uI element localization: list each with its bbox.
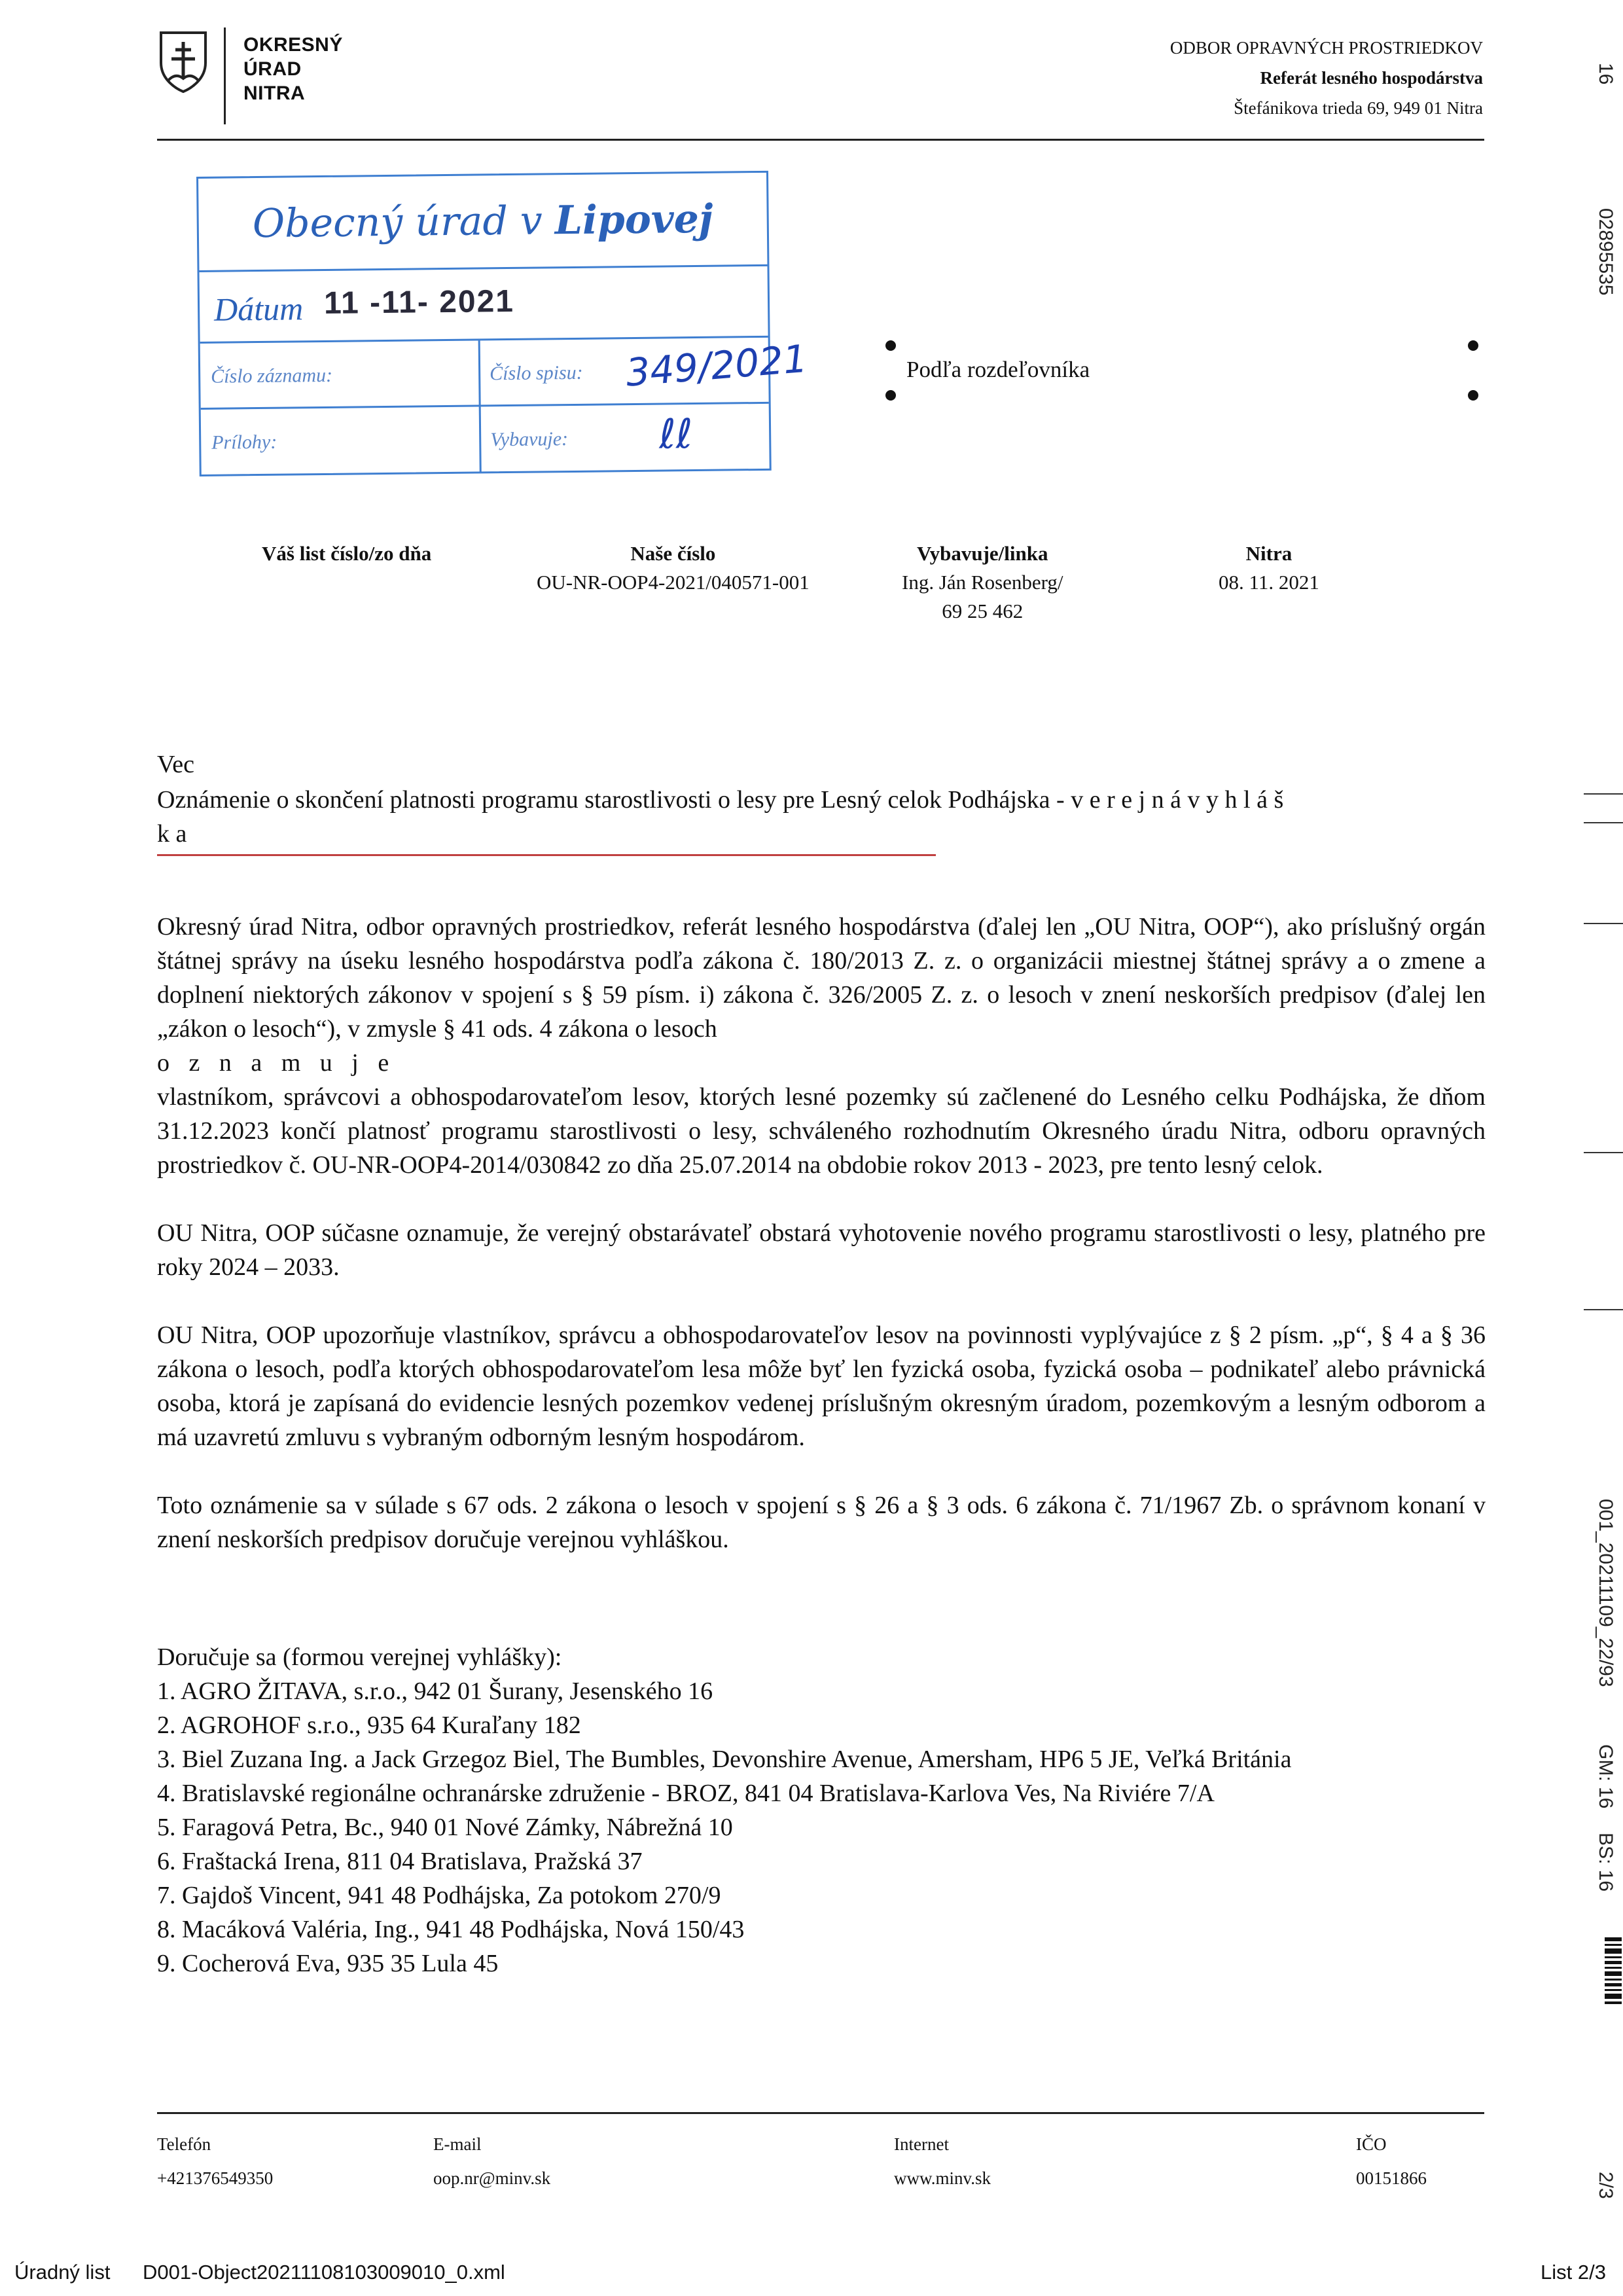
list-item: 6. Fraštacká Irena, 811 04 Bratislava, Pražská 37 [157, 1848, 643, 1875]
ref-contact-name: Ing. Ján Rosenberg/ [902, 571, 1063, 594]
handled-by-label: Vybavuje: [490, 428, 569, 451]
file-number-handwritten: 349/2021 [624, 336, 810, 395]
footer-rule [157, 2112, 1484, 2114]
stamp-date-label: Dátum [213, 290, 304, 328]
list-item: 3. Biel Zuzana Ing. a Jack Grzegoz Biel, The Bumbles, Devonshire Avenue, Amersham, HP6 5 JE, Veľká Británia [157, 1746, 1292, 1773]
stamp-date-row [200, 266, 768, 344]
registry-stamp [196, 171, 810, 476]
footer-email [433, 2127, 550, 2195]
margin-gm: GM: 16 [1595, 1744, 1616, 1809]
ref-date [1219, 539, 1319, 597]
recipient-heading: Doručuje sa (formou verejnej vyhlášky): [157, 1643, 562, 1671]
margin-sheet: 2/3 [1595, 2172, 1616, 2199]
unit-name: Referát lesného hospodárstva [1260, 68, 1483, 88]
slovak-coat-of-arms-icon [157, 29, 209, 94]
envelope-mark-icon [1468, 340, 1478, 351]
footer-phone-value: +421376549350 [157, 2168, 274, 2188]
ref-our-number-value: OU-NR-OOP4-2021/040571-001 [537, 571, 810, 594]
record-number-label: Číslo záznamu: [211, 364, 333, 387]
ref-contact-label: Vybavuje/linka [917, 542, 1048, 565]
header-rule [157, 139, 1484, 141]
stamp-date-value: 11 -11- 2021 [323, 283, 515, 321]
list-item: 8. Macáková Valéria, Ing., 941 48 Podhájska, Nová 150/43 [157, 1916, 745, 1943]
subject-underline [157, 854, 936, 856]
footer-ico-value: 00151866 [1356, 2168, 1427, 2188]
ref-your-letter-label: Váš list číslo/zo dňa [262, 542, 432, 565]
office-line: NITRA [243, 82, 306, 104]
barcode-icon [1605, 1937, 1622, 2007]
margin-batch: 001_20211109_22/93 [1595, 1499, 1616, 1687]
department-block [1170, 33, 1483, 123]
attachments-label: Prílohy: [211, 431, 277, 454]
list-item: 2. AGROHOF s.r.o., 935 64 Kuraľany 182 [157, 1712, 581, 1739]
handled-by-initials: ℓℓ [658, 410, 693, 458]
ref-place-label: Nitra [1245, 542, 1293, 565]
office-line: ÚRAD [243, 58, 302, 80]
margin-page-number: 16 [1595, 63, 1616, 85]
body-paragraph-4: OU Nitra, OOP upozorňuje vlastníkov, správcu a obhospodarovateľov lesov na povinnosti vyplývajúce z § 2 písm. „p“, § 4 a § 36 zákona o lesoch, podľa ktorých obhospodarovateľom lesa môže byť len fyzická osoba, fyzická osoba – podnikateľ alebo právnická osoba, ktorá je zapísaná do evidencie lesných pozemkov vedenej príslušným okresným úradom, pozemkovým a lesným odborom a má uzavretú zmluvu s vybraným odborným lesným hospodárom. [157, 1321, 1486, 1451]
margin-tick [1584, 1309, 1623, 1310]
office-name [243, 33, 343, 105]
addressee: Podľa rozdeľovníka [906, 357, 1090, 382]
stamp-title-place: Lipovej [554, 196, 713, 244]
ref-contact-phone: 69 25 462 [942, 600, 1024, 622]
body-paragraph-3: OU Nitra, OOP súčasne oznamuje, že verejný obstarávateľ obstará vyhotovenie nového programu starostlivosti o lesy, platného pre roky 2024 – 2033. [157, 1219, 1486, 1281]
margin-tick [1584, 822, 1623, 823]
subject [157, 783, 1486, 851]
footer-web-value[interactable]: www.minv.sk [894, 2168, 991, 2188]
body-paragraph-5: Toto oznámenie sa v súlade s 67 ods. 2 zákona o lesoch v spojení s § 26 a § 3 ods. 6 zákona č. 71/1967 Zb. o správnom konaní v znení neskorších predpisov doručuje verejnou vyhláškou. [157, 1492, 1486, 1553]
margin-tick [1584, 1152, 1623, 1153]
ref-contact [902, 539, 1063, 626]
header-divider [224, 27, 226, 124]
margin-tick [1584, 793, 1623, 795]
file-number-label: Číslo spisu: [490, 361, 583, 385]
footer-email-value[interactable]: oop.nr@minv.sk [433, 2168, 551, 2188]
recipient-list [157, 1640, 1291, 1981]
list-item: 4. Bratislavské regionálne ochranárske združenie - BROZ, 841 04 Bratislava-Karlova Ves, Na Riviére 7/A [157, 1780, 1215, 1807]
stamp-title [198, 173, 767, 272]
status-doc-type: Úradný list [14, 2261, 111, 2284]
body-paragraph-2: vlastníkom, správcovi a obhospodarovateľom lesov, ktorých lesné pozemky sú začlenené do Lesného celku Podhájska, že dňom 31.12.2023 končí platnosť programu starostlivosti o lesy, schváleného rozhodnutím Okresného úradu Nitra, odboru opravných prostriedkov č. OU-NR-OOP4-2014/030842 zo dňa 25.07.2014 na obdobie rokov 2013 - 2023, pre tento lesný celok. [157, 1083, 1486, 1179]
footer-email-label: E-mail [433, 2134, 482, 2154]
margin-serial: 02895535 [1595, 208, 1616, 296]
list-item: 9. Cocherová Eva, 935 35 Lula 45 [157, 1950, 499, 1977]
subject-text-continued: k a [157, 820, 187, 848]
ref-date-value: 08. 11. 2021 [1219, 571, 1319, 594]
body-paragraph-1: Okresný úrad Nitra, odbor opravných prostriedkov, referát lesného hospodárstva (ďalej len „OU Nitra, OOP“), ako príslušný orgán štátnej správy na úseku lesného hospodárstva podľa zákona č. 180/2013 Z. z. o organizácii miestnej štátnej správy a o zmene a doplnení niektorých zákonov v spojení s § 59 písm. i) zákona č. 326/2005 Z. z. o lesoch v znení neskorších predpisov (ďalej len „zákon o lesoch“), v zmysle § 41 ods. 4 zákona o lesoch [157, 913, 1486, 1043]
ref-your-letter [262, 539, 431, 568]
department-name: ODBOR OPRAVNÝCH PROSTRIEDKOV [1169, 38, 1483, 58]
footer-ico-label: IČO [1356, 2134, 1387, 2154]
envelope-mark-icon [885, 390, 896, 401]
footer-ico [1356, 2127, 1427, 2195]
footer-phone [157, 2127, 273, 2195]
stamp-title-prefix: Obecný úrad v [252, 198, 543, 247]
margin-tick [1584, 923, 1623, 924]
announce-word: o z n a m u j e [157, 1049, 396, 1077]
footer-web [894, 2127, 991, 2195]
list-item: 1. AGRO ŽITAVA, s.r.o., 942 01 Šurany, Jesenského 16 [157, 1677, 713, 1705]
ref-our-number [537, 539, 810, 597]
office-line: OKRESNÝ [243, 34, 343, 56]
envelope-mark-icon [1468, 390, 1478, 401]
office-address: Štefánikova trieda 69, 949 01 Nitra [1234, 98, 1483, 118]
footer-phone-label: Telefón [157, 2134, 211, 2154]
footer-web-label: Internet [894, 2134, 949, 2154]
status-page-indicator: List 2/3 [1541, 2261, 1606, 2284]
stamp-row-handling [201, 404, 770, 474]
ref-our-number-label: Naše číslo [630, 542, 716, 565]
subject-label: Vec [157, 751, 194, 778]
margin-bs: BS: 16 [1595, 1833, 1616, 1892]
stamp-row-numbers [200, 336, 810, 410]
list-item: 7. Gajdoš Vincent, 941 48 Podhájska, Za potokom 270/9 [157, 1882, 721, 1909]
list-item: 5. Faragová Petra, Bc., 940 01 Nové Zámky, Nábrežná 10 [157, 1814, 733, 1841]
subject-text: Oznámenie o skončení platnosti programu starostlivosti o lesy pre Lesný celok Podhájska - v e r e j n á v y h l á š [157, 786, 1284, 814]
status-file-name: D001-Object20211108103009010_0.xml [143, 2261, 505, 2284]
envelope-mark-icon [885, 340, 896, 351]
